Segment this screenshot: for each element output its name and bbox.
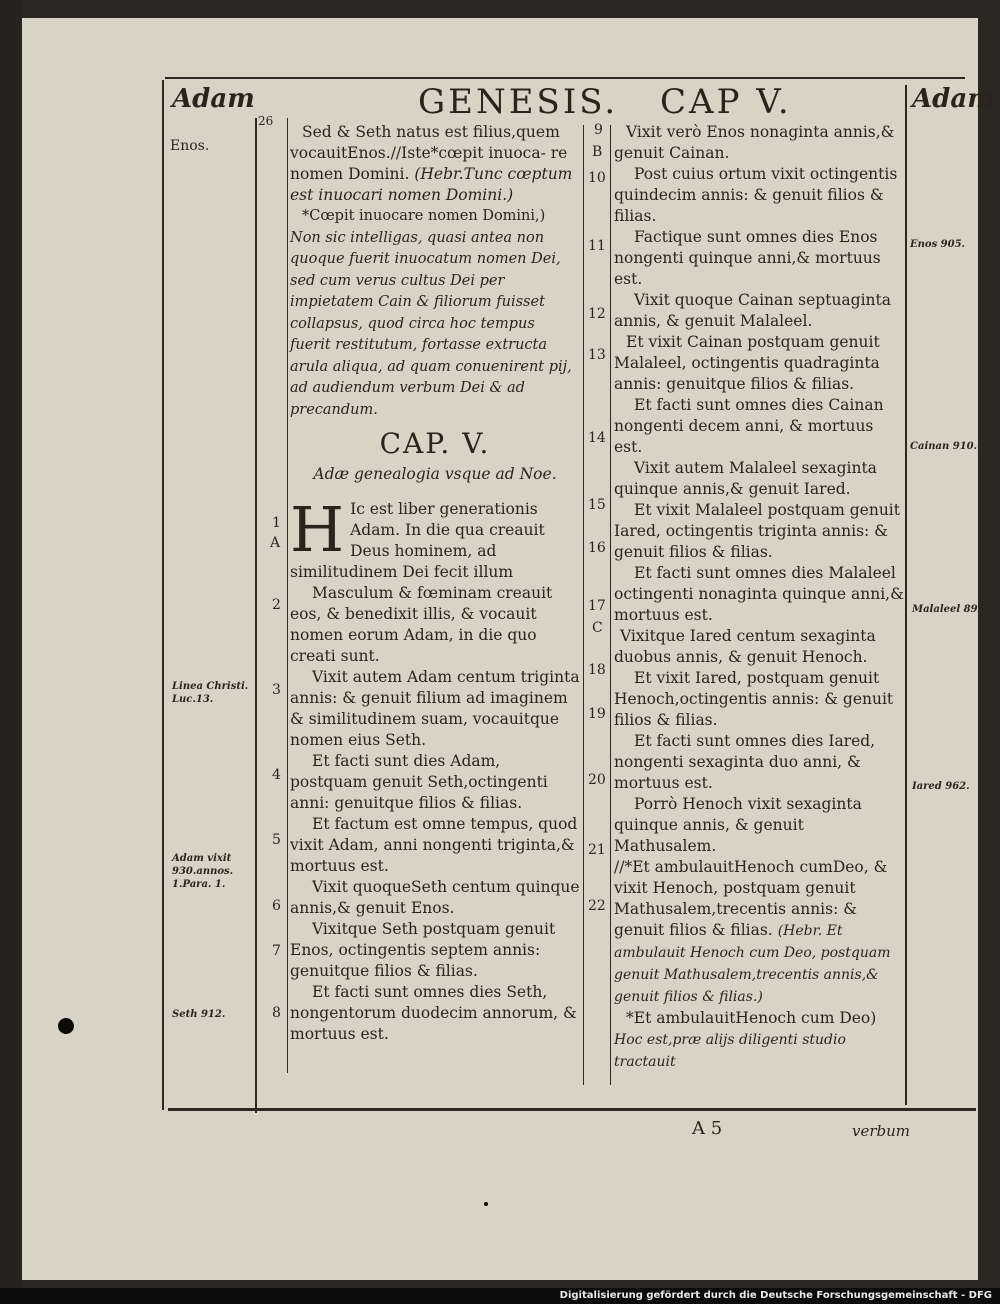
verse-18: Vixitque Iared centum sexaginta duobus annis, & genuit Henoch.: [614, 627, 876, 666]
footer-text: Digitalisierung gefördert durch die Deutsche Forschungsgemeinschaft - DFG: [559, 1290, 992, 1301]
hebrew-note: (Hebr. Et ambulauit Henoch cum Deo, postquam genuit Mathusalem,trecentis annis,& genuit filios & filias.): [614, 923, 891, 1005]
center-rule-2: [610, 125, 611, 1085]
verse-14: Et facti sunt omnes dies Cainan nongenti decem anni, & mortuus est.: [614, 396, 884, 456]
verse-4: Et facti sunt dies Adam, postquam genuit Seth,octingenti anni: genuitque filios & filias.: [290, 752, 548, 812]
verse-number: 13: [588, 347, 606, 363]
verse-10: Post cuius ortum vixit octingentis quindecim annis: & genuit filios & filias.: [614, 165, 898, 225]
verse-number: 17: [588, 598, 606, 614]
verse-number: 8: [272, 1005, 281, 1021]
verse-number: 26: [258, 114, 274, 128]
drop-capital: H: [290, 493, 345, 566]
verse-number: 19: [588, 706, 606, 722]
verse-13: Et vixit Cainan postquam genuit Malaleel, octingentis quadraginta annis: genuitque filios & filias.: [614, 333, 880, 393]
hebrew-note: (Hebr.Tunc cœptum est inuocari nomen Domini.): [290, 165, 573, 204]
verse-number: 11: [588, 238, 606, 254]
section-letter: A: [270, 535, 281, 551]
margin-note: Enos.: [170, 138, 210, 154]
margin-note: Malaleel 895.: [912, 604, 988, 615]
center-rule: [583, 125, 584, 1085]
gloss-text: Hoc est,præ alijs diligenti studio tractauit: [614, 1032, 846, 1070]
verse-number: 3: [272, 682, 281, 698]
verse-8: Et facti sunt omnes dies Seth, nongentorum duodecim annorum, & mortuus est.: [290, 983, 577, 1043]
verse-number: 15: [588, 497, 606, 513]
verse-number: 2: [272, 597, 281, 613]
section-letter: B: [592, 144, 603, 160]
verse-17: Et facti sunt omnes dies Malaleel octingenti nonaginta quinque anni,& mortuus est.: [614, 564, 904, 624]
verse-number: 14: [588, 430, 606, 446]
top-rule: [165, 77, 965, 79]
running-head-left: Adam: [172, 84, 255, 114]
verse-number: 7: [272, 943, 281, 959]
ink-speck: [58, 1018, 74, 1034]
chapter-title: CAP. V.: [379, 427, 491, 460]
verse-26: Sed & Seth natus est filius,quem: [302, 123, 560, 141]
dfg-footer: [0, 1288, 1000, 1304]
verse-19: Et vixit Iared, postquam genuit Henoch,octingentis annis: & genuit filios & filias.: [614, 669, 894, 729]
inner-left-rule: [255, 118, 257, 1113]
chapter-head: CAP V.: [660, 82, 792, 122]
section-letter: C: [592, 620, 603, 636]
margin-note: Enos 905.: [910, 239, 966, 250]
verse-number: 16: [588, 540, 606, 556]
verse-number: 10: [588, 170, 606, 186]
verse-number: 1: [272, 515, 281, 531]
gloss-text: Non sic intelligas, quasi antea non quoque fuerit inuocatum nomen Dei, sed cum verus cultus Dei per impietatem Cain & filiorum fuisset collapsus, quod circa hoc tempus fuerit restitutum, fortasse extructa arula aliqua, ad quam conuenirent pij, ad audiendum verbum Dei & ad precandum.: [290, 229, 572, 418]
verse-2: Masculum & fœminam creauit eos, & benedixit illis, & vocauit nomen eorum Adam, in die quo creati sunt.: [290, 584, 553, 665]
verse-number: 20: [588, 772, 606, 788]
bottom-rule: [168, 1108, 976, 1111]
verse-number: 12: [588, 306, 606, 322]
verse-11: Factique sunt omnes dies Enos nongenti quinque anni,& mortuus est.: [614, 228, 881, 288]
ink-speck: [484, 1202, 488, 1206]
left-text-rule: [287, 118, 288, 1073]
verse-number: 9: [594, 122, 603, 138]
verse-15: Vixit autem Malaleel sexaginta quinque annis,& genuit Iared.: [614, 459, 877, 498]
margin-note: Linea Christi. Luc.13.: [172, 681, 249, 705]
gloss-head: *Cœpit inuocare nomen Domini,): [302, 208, 546, 224]
book-title: GENESIS.: [418, 82, 619, 122]
verse-7: Vixitque Seth postquam genuit Enos, octingentis septem annis: genuitque filios & filias.: [290, 920, 556, 980]
verse-6: Vixit quoqueSeth centum quinque annis,& genuit Enos.: [290, 878, 580, 917]
signature-mark: A 5: [692, 1118, 723, 1139]
verse-20: Et facti sunt omnes dies Iared, nongenti sexaginta duo anni, & mortuus est.: [614, 732, 876, 792]
margin-note: Seth 912.: [172, 1009, 226, 1020]
right-column: [614, 122, 904, 1073]
verse-5: Et factum est omne tempus, quod vixit Adam, anni nongenti triginta,& mortuus est.: [290, 815, 578, 875]
scan-edge: [0, 0, 22, 1304]
gloss-head: *Et ambulauitHenoch cum Deo): [626, 1009, 877, 1027]
verse-number: 5: [272, 832, 281, 848]
verse-21: Porrò Henoch vixit sexaginta quinque annis, & genuit Mathusalem.: [614, 795, 862, 855]
verse-number: 18: [588, 662, 606, 678]
running-head-right: Adam: [912, 84, 995, 114]
catchword: verbum: [852, 1122, 911, 1140]
margin-note: Iared 962.: [912, 781, 970, 792]
verse-26-line: vocauitEnos.//Iste*cœpit inuoca-: [290, 144, 546, 162]
verse-12: Vixit quoque Cainan septuaginta annis, & genuit Malaleel.: [614, 291, 891, 330]
verse-number: 22: [588, 898, 606, 914]
verse-9: Vixit verò Enos nonaginta annis,& genuit Cainan.: [614, 123, 895, 162]
outer-right-rule: [905, 85, 907, 1105]
chapter-summary: Adæ genealogia vsque ad Noe.: [313, 465, 557, 483]
margin-note: Cainan 910.: [910, 441, 978, 452]
margin-note: Adam vixit 930.annos. 1.Para. 1.: [172, 853, 234, 890]
verse-16: Et vixit Malaleel postquam genuit Iared, octingentis triginta annis: & genuit filios & filias.: [614, 501, 900, 561]
verse-26-line: re nomen Domini.: [290, 144, 568, 183]
verse-1: Ic est liber generationis Adam. In die qua creauit Deus hominem, ad similitudinem Dei fecit illum: [290, 500, 545, 581]
verse-number: 6: [272, 898, 281, 914]
verse-number: 21: [588, 842, 606, 858]
left-column: [290, 122, 580, 1045]
verse-number: 4: [272, 767, 281, 783]
outer-left-rule: [162, 80, 164, 1110]
verse-22: //*Et ambulauitHenoch cumDeo, & vixit Henoch, postquam genuit Mathusalem,trecentis annis: & genuit filios & filias.: [614, 858, 888, 939]
verse-3: Vixit autem Adam centum triginta annis: & genuit filium ad imaginem & similitudinem suam, vocauitque nomen eius Seth.: [290, 668, 580, 749]
